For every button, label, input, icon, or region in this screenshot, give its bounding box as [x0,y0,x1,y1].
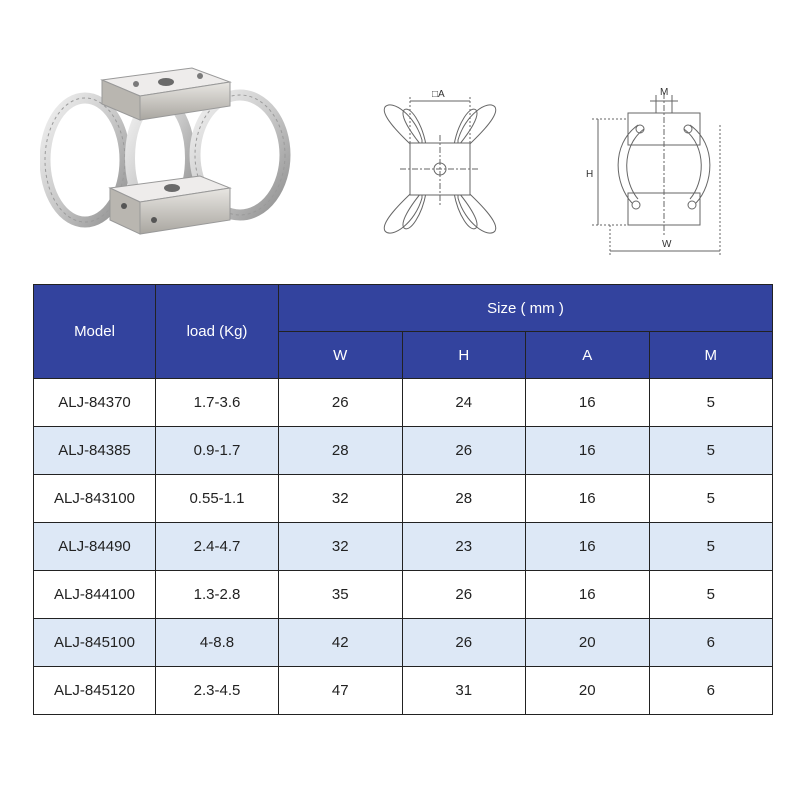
a-cell: 16 [526,427,650,475]
table-row [34,379,773,427]
model-cell: ALJ-84370 [34,379,156,427]
specification-table [33,284,773,715]
table-row [34,475,773,523]
size-m-header: M [649,332,773,379]
load-cell: 0.55-1.1 [156,475,279,523]
dimension-h-label: H [586,169,594,180]
size-group-header: Size ( mm ) [279,285,773,332]
model-cell: ALJ-845120 [34,667,156,715]
dimension-a-label: □A [432,89,445,100]
model-cell: ALJ-843100 [34,475,156,523]
a-cell: 16 [526,571,650,619]
dimension-w-label: W [662,239,672,250]
table-row [34,523,773,571]
m-cell: 5 [649,571,773,619]
m-cell: 5 [649,379,773,427]
table-row [34,427,773,475]
a-cell: 20 [526,619,650,667]
model-header: Model [34,285,156,379]
size-w-header: W [279,332,403,379]
model-cell: ALJ-84490 [34,523,156,571]
w-cell: 35 [279,571,403,619]
m-cell: 6 [649,667,773,715]
m-cell: 6 [649,619,773,667]
w-cell: 32 [279,475,403,523]
w-cell: 47 [279,667,403,715]
load-cell: 2.3-4.5 [156,667,279,715]
load-cell: 1.7-3.6 [156,379,279,427]
h-cell: 28 [402,475,526,523]
size-h-header: H [402,332,526,379]
h-cell: 31 [402,667,526,715]
m-cell: 5 [649,475,773,523]
m-cell: 5 [649,523,773,571]
table-row [34,667,773,715]
w-cell: 28 [279,427,403,475]
load-cell: 0.9-1.7 [156,427,279,475]
h-cell: 23 [402,523,526,571]
dimension-m-label: M [660,87,669,98]
table-header-row [34,285,773,332]
bottom-mounting-block [110,176,230,234]
w-cell: 26 [279,379,403,427]
load-cell: 1.3-2.8 [156,571,279,619]
load-cell: 4-8.8 [156,619,279,667]
top-view-drawing [370,85,510,245]
h-cell: 26 [402,619,526,667]
model-cell: ALJ-84385 [34,427,156,475]
m-cell: 5 [649,427,773,475]
load-header: load (Kg) [156,285,279,379]
a-cell: 16 [526,523,650,571]
table-row [34,571,773,619]
w-cell: 42 [279,619,403,667]
side-view-drawing [580,85,730,260]
h-cell: 26 [402,427,526,475]
size-a-header: A [526,332,650,379]
model-cell: ALJ-844100 [34,571,156,619]
a-cell: 16 [526,379,650,427]
h-cell: 24 [402,379,526,427]
h-cell: 26 [402,571,526,619]
model-cell: ALJ-845100 [34,619,156,667]
table-row [34,619,773,667]
a-cell: 20 [526,667,650,715]
a-cell: 16 [526,475,650,523]
load-cell: 2.4-4.7 [156,523,279,571]
w-cell: 32 [279,523,403,571]
wire-rope-isolator-photo [40,60,300,260]
